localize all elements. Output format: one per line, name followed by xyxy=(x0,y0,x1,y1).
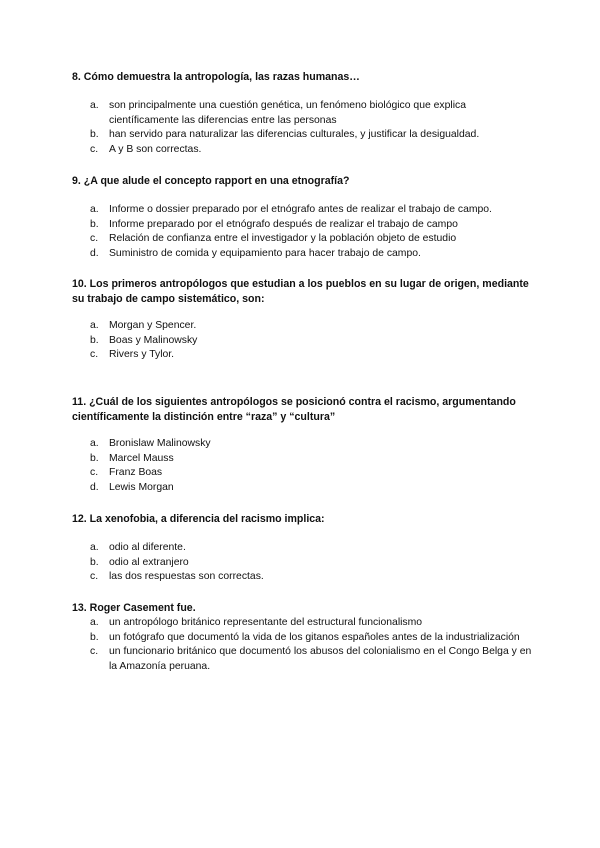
option-item: a. un antropólogo británico representante del estructural funcionalismo xyxy=(90,617,423,628)
question-12 xyxy=(72,512,532,585)
options-list xyxy=(72,541,532,585)
option-item: d. Lewis Morgan xyxy=(90,481,174,493)
option-item: a. Morgan y Spencer. xyxy=(90,320,197,331)
option-item: a. Bronislaw Malinowsky xyxy=(90,438,211,449)
option-item: a. Informe o dossier preparado por el etnógrafo antes de realizar el trabajo de campo. xyxy=(90,204,492,215)
option-item: c. un funcionario británico que documentó los abusos del colonialismo en el Congo Belga y en la Amazonía peruana. xyxy=(90,646,532,672)
question-title: 8. Cómo demuestra la antropología, las razas humanas… xyxy=(72,71,360,83)
question-title: 10. Los primeros antropólogos que estudian a los pueblos en su lugar de origen, mediante su trabajo de campo sistemático, son: xyxy=(72,278,529,305)
option-item: b. Marcel Mauss xyxy=(90,452,174,464)
question-title: 11. ¿Cuál de los siguientes antropólogos se posicionó contra el racismo, argumentando científicamente la distinción entre “raza” y “cultura” xyxy=(72,396,516,423)
option-item: c. las dos respuestas son correctas. xyxy=(90,571,264,583)
option-item: b. odio al extranjero xyxy=(90,556,189,568)
option-item: a. odio al diferente. xyxy=(90,542,186,553)
options-list xyxy=(72,616,532,674)
question-8 xyxy=(72,70,532,157)
option-item: c. A y B son correctas. xyxy=(90,143,202,155)
option-item: a. son principalmente una cuestión genética, un fenómeno biológico que explica científicamente las diferencias entre las personas xyxy=(90,100,466,126)
options-list xyxy=(72,203,532,261)
question-title: 12. La xenofobia, a diferencia del racismo implica: xyxy=(72,513,325,525)
options-list xyxy=(72,437,532,495)
question-11 xyxy=(72,395,532,495)
options-list xyxy=(72,99,532,157)
option-item: c. Rivers y Tylor. xyxy=(90,349,175,361)
question-13 xyxy=(72,601,532,674)
question-title: 13. Roger Casement fue. xyxy=(72,602,196,614)
question-10 xyxy=(72,277,532,363)
options-list xyxy=(72,319,532,363)
question-title: 9. ¿A que alude el concepto rapport en una etnografía? xyxy=(72,175,350,187)
option-item: c. Franz Boas xyxy=(90,467,163,479)
option-item: b. un fotógrafo que documentó la vida de los gitanos españoles antes de la industrialización xyxy=(90,631,520,643)
question-9 xyxy=(72,174,532,261)
option-item: b. Informe preparado por el etnógrafo después de realizar el trabajo de campo xyxy=(90,218,458,230)
option-item: b. Boas y Malinowsky xyxy=(90,334,198,346)
option-item: c. Relación de confianza entre el investigador y la población objeto de estudio xyxy=(90,233,457,245)
option-item: b. han servido para naturalizar las diferencias culturales, y justificar la desigualdad. xyxy=(90,129,480,141)
option-item: d. Suministro de comida y equipamiento para hacer trabajo de campo. xyxy=(90,247,421,259)
